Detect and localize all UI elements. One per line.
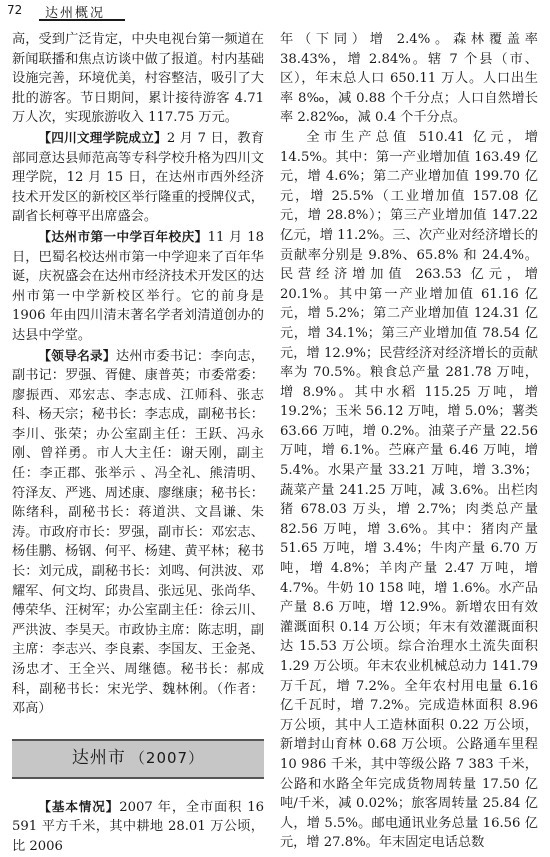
paragraph-leadership-list: [12, 346, 264, 719]
paragraph-village-tourism: 高，受到广泛肯定，中央电视台第一频道在新闻联播和焦点访谈中做了报道。村内基础设施完善，环境优美，村容整洁，吸引了大批的游客。节日期间，累计接待游客 4.71 万人次，实现旅游收入 117.75 万元。: [12, 32, 264, 126]
paragraph-no1-middle-school: [12, 227, 264, 346]
heading-no1-middle-school: 【达州市第一中学百年校庆】: [38, 228, 208, 244]
right-column: [280, 30, 538, 853]
running-title: 达州概况: [45, 6, 106, 21]
body-sichuan-university: 2 月 7 日，教育部同意达县师范高等专科学校升格为四川文理学院，12 月 15 日，在达州市西外经济技术开发区的新校区举行隆重的授牌仪式，副省长柯尊平出席盛会。: [12, 130, 265, 225]
section-title-box: [12, 739, 264, 779]
body-leadership-list: 达州市委书记：李向志，副书记：罗强、胥健、康普英；市委常委：廖振西、邓宏志、李志成、江师科、张志科、杨天宗；秘书长：李志成，副秘书长：李川、张荣；办公室副主任：王跃、冯永刚、曾祥勇。市人大主任：谢天刚，副主任：李正郡、张举示 、冯全礼、熊清明、符泽友、严逃、周述康、廖继康；秘书长：陈绪科，副秘书长：蒋道洪、文昌谦、朱涛。市政府市长：罗强，副市长：邓宏志、杨佳鹏、杨钢、何平、杨建、黄平林；秘书长：刘元成，副秘书长：刘鸣、何洪波、邓耀军、何文均、邱贵昌、张远见、张尚华、傅荣华、汪树军；办公室副主任：徐云川、严洪波、李昊天。市政协主席：陈志明，副主席：李志兴、李良素、李国友、王金尧、汤忠才、王全兴、周继德。秘书长：郝成科，副秘书长：宋光学、魏林俐。（作者：邓高）: [12, 348, 265, 717]
paragraph-economy-stats: 全市生产总值 510.41 亿元，增 14.5%。其中：第一产业增加值 163.49 亿元，增 4.6%；第二产业增加值 199.70 亿元，增 25.5%（工业增加值 157.08 亿元，增 28.8%）；第三产业增加值 147.22 亿元，增 11.2%。三、次产业对经济增长的贡献率分别是 9.8%、65.8% 和 24.4%。民营经济增加值 263.53 亿元，增 20.1%。其中第一产业增加值 61.16 亿元，增 5.2%；第二产业增加值 124.31 亿元，增 34.1%；第三产业增加值 78.54 亿元，增 12.9%；民营经济对经济增长的贡献率为 70.5%。粮食总产量 281.78 万吨，增 8.9%。其中水稻 115.25 万吨，增 19.2%；玉米 56.12 万吨，增 5.0%；薯类 63.66 万吨，增 0.2%。油菜子产量 22.56 万吨，增 6.1%。苎麻产量 6.46 万吨，增 5.4%。水果产量 33.21 万吨，增 3.3%；蔬菜产量 241.25 万吨，减 3.6%。出栏肉猪 678.03 万头，增 2.7%；肉类总产量 82.56 万吨，增 3.6%。其中：猪肉产量 51.65 万吨，增 3.4%；牛肉产量 6.70 万吨，增 4.8%；羊肉产量 2.47 万吨，增 4.7%。牛奶 10 158 吨，增 1.6%。水产品产量 8.6 万吨，增 12.9%。新增农田有效灌溉面积 0.14 万公顷；年末有效灌溉面积达 15.53 万公顷。综合治理水土流失面积 1.29 万公顷。年末农业机械总动力 141.79 万千瓦，增 7.2%。全年农村用电量 6.16 亿千瓦时，增 7.2%。完成造林面积 8.96 万公顷，其中人工造林面积 0.22 万公顷，新增封山育林 0.68 万公顷。公路通车里程 10 986 千米，其中等级公路 7 383 千米，公路和水路全年完成货物周转量 17.50 亿吨/千米，减 0.02%；旅客周转量 25.84 亿人，增 5.5%。邮电通讯业务总量 16.56 亿元，增 27.8%。年末固定电话总数: [280, 129, 538, 851]
section-title: 达州市: [71, 747, 126, 768]
paragraph-basic-info-continued: 年（下同）增 2.4%。森林覆盖率 38.43%，增 2.84%。辖 7 个县（市、区），年末总人口 650.11 万人。人口出生率 8‰，减 0.88 个千分点；人口自然增长率 2.82‰，减 0.4 个千分点。: [280, 32, 538, 126]
page-header: [5, 2, 545, 22]
paragraph-basic-info: [12, 797, 264, 857]
body-basic-info: 2007 年，全市面积 16 591 平方千米，其中耕地 28.01 万公顷，比 2006: [12, 799, 265, 854]
page-number: 72: [7, 3, 23, 17]
heading-leadership-list: 【领导名录】: [38, 347, 116, 363]
left-column: [12, 30, 264, 857]
heading-basic-info: 【基本情况】: [38, 798, 120, 814]
section-year: （2007）: [129, 748, 205, 767]
body-no1-middle-school: 11 月 18 日，巴蜀名校达州市第一中学迎来了百年华诞，庆祝盛会在达州市经济技术开发区的达州市第一中学新校区举行。它的前身是 1906 年由四川清末著名学者刘清道创办的达县中学堂。: [12, 229, 264, 343]
heading-sichuan-university: 【四川文理学院成立】: [38, 129, 167, 145]
paragraph-sichuan-university: [12, 128, 264, 227]
header-rule: [39, 19, 125, 21]
